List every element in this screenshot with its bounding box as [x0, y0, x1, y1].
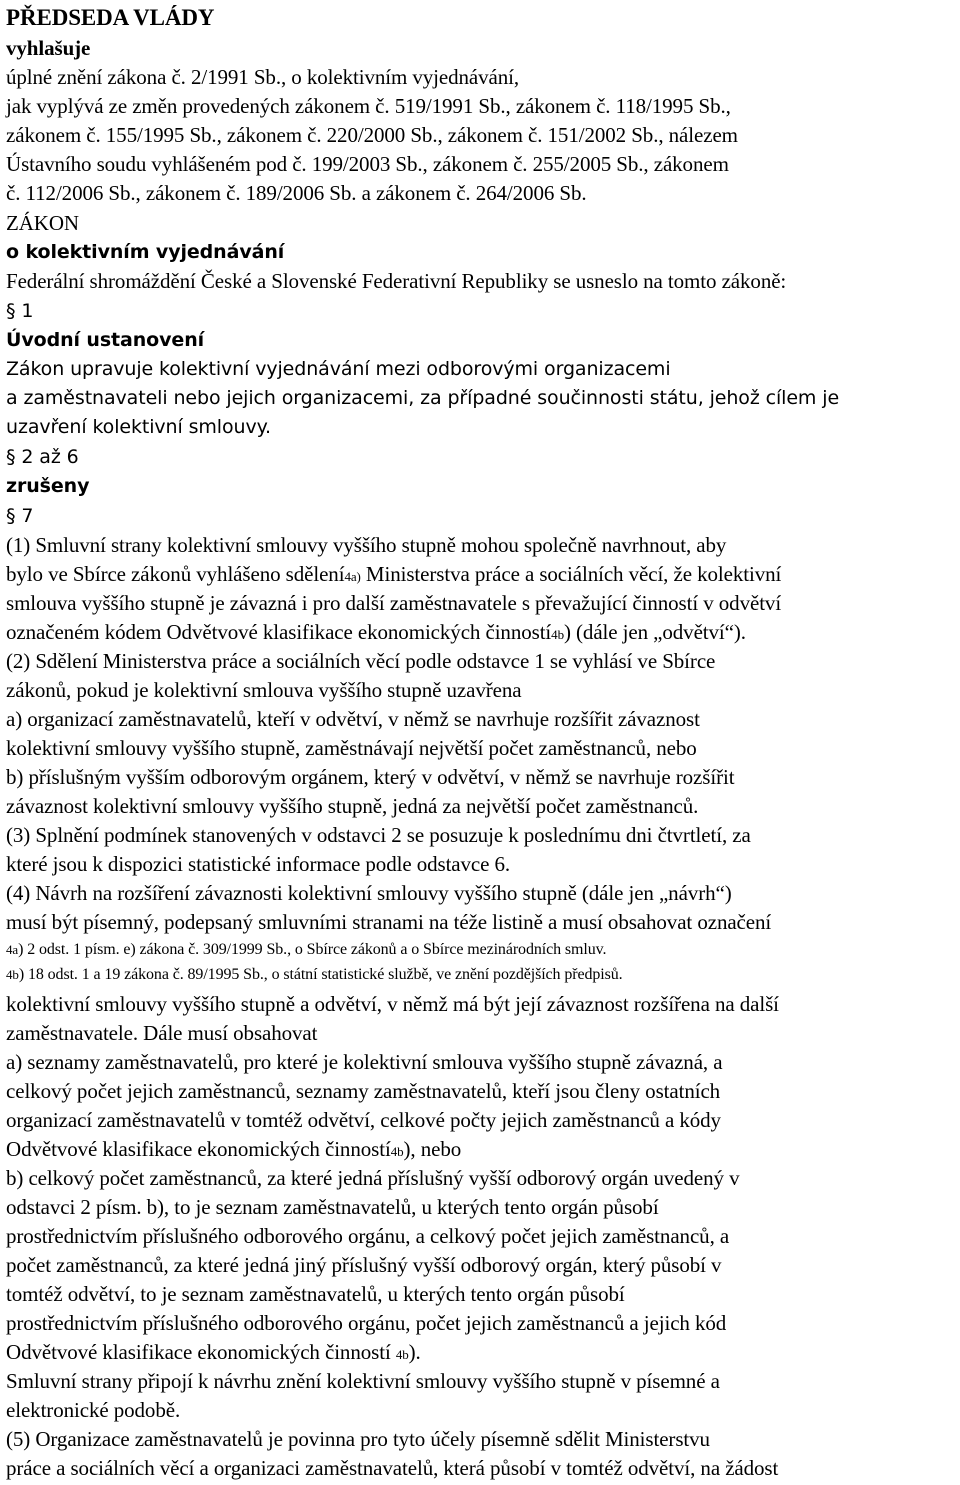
footnote	[6, 963, 623, 987]
intro-line: Ústavního soudu vyhlášeném pod č. 199/2003 Sb., zákonem č. 255/2005 Sb., zákonem	[6, 152, 729, 176]
body-line: zaměstnavatele. Dále musí obsahovat	[6, 1021, 318, 1045]
body-line: Smluvní strany připojí k návrhu znění kolektivní smlouvy vyššího stupně v písemné a	[6, 1369, 720, 1393]
section-number: 1	[21, 300, 34, 322]
body-line: závaznost kolektivní smlouvy vyššího stupně, jedná za největší počet zaměstnanců.	[6, 794, 699, 818]
body-line: musí být písemný, podepsaný smluvními stranami na téže listině a musí obsahovat označení	[6, 910, 772, 934]
body-line: a) organizací zaměstnavatelů, kteří v odvětví, v němž se navrhuje rozšířit závaznost	[6, 707, 700, 731]
body-line: kolektivní smlouvy vyššího stupně, zaměstnávají největší počet zaměstnanců, nebo	[6, 736, 697, 760]
body-line: smlouva vyššího stupně je závazná i pro další zaměstnavatele s převažující činností v odvětví	[6, 591, 782, 615]
footnote-text: ) 18 odst. 1 a 19 zákona č. 89/1995 Sb., o státní statistické službě, ve znění pozdějších předpisů.	[18, 966, 623, 983]
body-line: elektronické podobě.	[6, 1398, 181, 1422]
body-line: celkový počet jejich zaměstnanců, seznamy zaměstnavatelů, kteří jsou členy ostatních	[6, 1079, 721, 1103]
body-line: b) celkový počet zaměstnanců, za které jedná příslušný vyšší odborový orgán uvedený v	[6, 1166, 740, 1190]
body-line	[6, 560, 781, 588]
body-line: zákonů, pokud je kolektivní smlouva vyššího stupně uzavřena	[6, 678, 522, 702]
law-subtitle: o kolektivním vyjednávání	[6, 241, 285, 263]
intro-line: jak vyplývá ze změn provedených zákonem č. 519/1991 Sb., zákonem č. 118/1995 Sb.,	[6, 94, 731, 118]
heading: PŘEDSEDA VLÁDY	[6, 5, 215, 30]
section-2-heading	[6, 443, 79, 471]
intro-line: úplné znění zákona č. 2/1991 Sb., o kolektivním vyjednávání,	[6, 65, 520, 89]
text: bylo ve Sbírce zákonů vyhlášeno sdělení	[6, 562, 345, 586]
body-line: uzavření kolektivní smlouvy.	[6, 416, 271, 438]
section-1-heading	[6, 297, 33, 325]
body-line: prostřednictvím příslušného odborového orgánu, počet jejich zaměstnanců a jejich kód	[6, 1311, 727, 1335]
footnote-ref: 4b	[390, 1144, 404, 1159]
footnote-ref: 4a)	[344, 569, 361, 584]
intro-line: č. 112/2006 Sb., zákonem č. 189/2006 Sb. a zákonem č. 264/2006 Sb.	[6, 181, 587, 205]
footnote	[6, 938, 606, 962]
text: ) (dále jen „odvětví“).	[563, 620, 746, 644]
text: Odvětvové klasifikace ekonomických činností	[6, 1340, 396, 1364]
intro-line: zákonem č. 155/1995 Sb., zákonem č. 220/2000 Sb., zákonem č. 151/2002 Sb., nálezem	[6, 123, 738, 147]
section-2-title: zrušeny	[6, 475, 90, 497]
section-1-title: Úvodní ustanovení	[6, 329, 205, 351]
body-line	[6, 618, 746, 646]
section-number: 2 až 6	[21, 446, 79, 468]
text: Ministerstva práce a sociálních věcí, že kolektivní	[365, 562, 782, 586]
body-line: (3) Splnění podmínek stanovených v odstavci 2 se posuzuje k poslednímu dni čtvrtletí, za	[6, 823, 751, 847]
footnote-text: ) 2 odst. 1 písm. e) zákona č. 309/1999 Sb., o Sbírce zákonů a o Sbírce mezinárodních smluv.	[18, 941, 607, 958]
text: ), nebo	[403, 1137, 462, 1161]
footnote-mark: 4a	[6, 942, 19, 957]
section-sign: §	[6, 505, 16, 527]
body-line: odstavci 2 písm. b), to je seznam zaměstnavatelů, u kterých tento orgán působí	[6, 1195, 659, 1219]
body-line: (2) Sdělení Ministerstva práce a sociálních věcí podle odstavce 1 se vyhlásí ve Sbírce	[6, 649, 716, 673]
body-line: práce a sociálních věcí a organizaci zaměstnavatelů, která působí v tomtéž odvětví, na žádost	[6, 1456, 779, 1480]
body-line: (5) Organizace zaměstnavatelů je povinna pro tyto účely písemně sdělit Ministerstvu	[6, 1427, 710, 1451]
body-line	[6, 1338, 421, 1366]
section-number: 7	[21, 505, 34, 527]
body-line: Zákon upravuje kolektivní vyjednávání mezi odborovými organizacemi	[6, 358, 671, 380]
body-line: počet zaměstnanců, za které jedná jiný příslušný vyšší odborový orgán, který působí v	[6, 1253, 722, 1277]
text: Odvětvové klasifikace ekonomických činností	[6, 1137, 391, 1161]
body-line: a zaměstnavateli nebo jejich organizacemi, za případné součinnosti státu, jehož cílem je	[6, 387, 840, 409]
section-sign: §	[6, 446, 16, 468]
vyhlasuje: vyhlašuje	[6, 36, 91, 60]
preamble: Federální shromáždění České a Slovenské Federativní Republiky se usneslo na tomto zákoně:	[6, 269, 787, 293]
law-title: ZÁKON	[6, 211, 79, 235]
text: označeném kódem Odvětvové klasifikace ekonomických činností	[6, 620, 552, 644]
body-line: kolektivní smlouvy vyššího stupně a odvětví, v němž má být její závaznost rozšířena na další	[6, 992, 779, 1016]
body-line: a) seznamy zaměstnavatelů, pro které je kolektivní smlouva vyššího stupně závazná, a	[6, 1050, 723, 1074]
footnote-ref: 4b	[551, 627, 564, 642]
body-line: b) příslušným vyšším odborovým orgánem, který v odvětví, v němž se navrhuje rozšířit	[6, 765, 735, 789]
body-line: tomtéž odvětví, to je seznam zaměstnavatelů, u kterých tento orgán působí	[6, 1282, 625, 1306]
body-line: (4) Návrh na rozšíření závaznosti kolektivní smlouvy vyššího stupně (dále jen „návrh“)	[6, 881, 732, 905]
footnote-mark: 4b	[6, 967, 19, 982]
body-line: (1) Smluvní strany kolektivní smlouvy vyššího stupně mohou společně navrhnout, aby	[6, 533, 727, 557]
section-sign: §	[6, 300, 16, 322]
body-line: organizací zaměstnavatelů v tomtéž odvětví, celkové počty jejich zaměstnanců a kódy	[6, 1108, 721, 1132]
body-line: které jsou k dispozici statistické informace podle odstavce 6.	[6, 852, 511, 876]
section-7-heading	[6, 502, 33, 530]
footnote-ref: 4b	[395, 1347, 409, 1362]
text: ).	[408, 1340, 421, 1364]
body-line	[6, 1135, 461, 1163]
body-line: prostřednictvím příslušného odborového orgánu, a celkový počet jejich zaměstnanců, a	[6, 1224, 730, 1248]
